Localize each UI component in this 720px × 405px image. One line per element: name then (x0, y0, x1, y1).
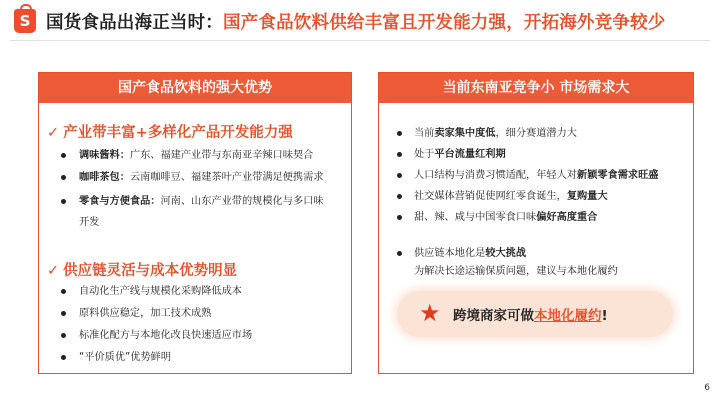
bullet-icon (61, 199, 66, 204)
page-title-highlight: 国产食品饮料供给丰富且开发能力强，开拓海外竞争较少 (223, 13, 666, 33)
bullet-icon (61, 175, 66, 180)
section-industry-belt-text: 产业带丰富+多样化产品开发能力强 (63, 125, 293, 141)
header-divider (10, 40, 710, 41)
logo-letter: S (19, 12, 31, 30)
checkmark-icon: ✓ (47, 125, 60, 141)
list-item: 甜、辣、咸与中国零食口味偏好高度重合 (397, 209, 597, 226)
slide-header (0, 0, 720, 46)
page-title (46, 9, 666, 34)
list-item: “平价质优”优势鲜明 (61, 349, 345, 366)
section-industry-belt-title (47, 121, 293, 142)
bullet-icon (61, 153, 66, 158)
list-item: 自动化生产线与规模化采购降低成本 (61, 283, 345, 300)
page-number: 6 (704, 383, 710, 393)
callout-text: 跨境商家可做本地化履约! (453, 308, 608, 324)
bullet-icon (397, 152, 402, 157)
item-text: 河南、山东产业带的规模化与多口味开发 (79, 196, 324, 228)
list-item: 处于平台流量红利期 (397, 146, 506, 163)
list-item (61, 191, 333, 233)
bullet-icon (397, 194, 402, 199)
star-icon: ★ (419, 299, 441, 327)
section-supply-chain-text: 供应链灵活与成本优势明显 (63, 263, 238, 279)
list-item: 社交媒体营销促使网红零食诞生，复购量大 (397, 188, 608, 205)
market-panel-heading: 当前东南亚竞争小 市场需求大 (379, 73, 693, 103)
supply-chain-challenge: 供应链本地化是较大挑战 (397, 245, 526, 262)
list-item: 原料供应稳定，加工技术成熟 (61, 305, 345, 322)
advantages-panel (38, 72, 352, 374)
market-panel (378, 72, 694, 374)
bullet-icon (61, 355, 66, 360)
advantages-panel-heading: 国产食品饮料的强大优势 (39, 73, 351, 103)
item-text: 云南咖啡豆、福建茶叶产业带满足便携需求 (129, 172, 324, 183)
bullet-icon (61, 311, 66, 316)
supply-chain-suggestion: 为解决长途运输保质问题，建议与本地化履约 (414, 266, 618, 277)
list-item (61, 169, 349, 186)
list-item: 标准化配方与本地化改良快速适应市场 (61, 327, 345, 344)
bullet-icon (397, 251, 402, 256)
item-text: 广东、福建产业带与东南亚辛辣口味契合 (129, 150, 314, 161)
list-item: 人口结构与消费习惯适配，年轻人对新颖零食需求旺盛 (397, 167, 659, 184)
callout-highlight: 本地化履约 (534, 308, 602, 324)
shopee-bag-icon (14, 9, 36, 33)
bullet-icon (61, 333, 66, 338)
bullet-icon (397, 131, 402, 136)
list-item: 当前卖家集中度低，细分赛道潜力大 (397, 125, 577, 142)
item-label: 零食与方便食品： (79, 196, 161, 207)
item-label: 调味酱料： (79, 150, 130, 161)
bullet-icon (397, 215, 402, 220)
item-label: 咖啡茶包： (79, 172, 130, 183)
page-title-prefix: 国货食品出海正当时： (46, 13, 223, 33)
section-supply-chain-title (47, 259, 237, 280)
checkmark-icon: ✓ (47, 263, 60, 279)
bullet-icon (61, 289, 66, 294)
list-item (61, 147, 345, 164)
bullet-icon (397, 173, 402, 178)
callout-badge (397, 291, 673, 337)
